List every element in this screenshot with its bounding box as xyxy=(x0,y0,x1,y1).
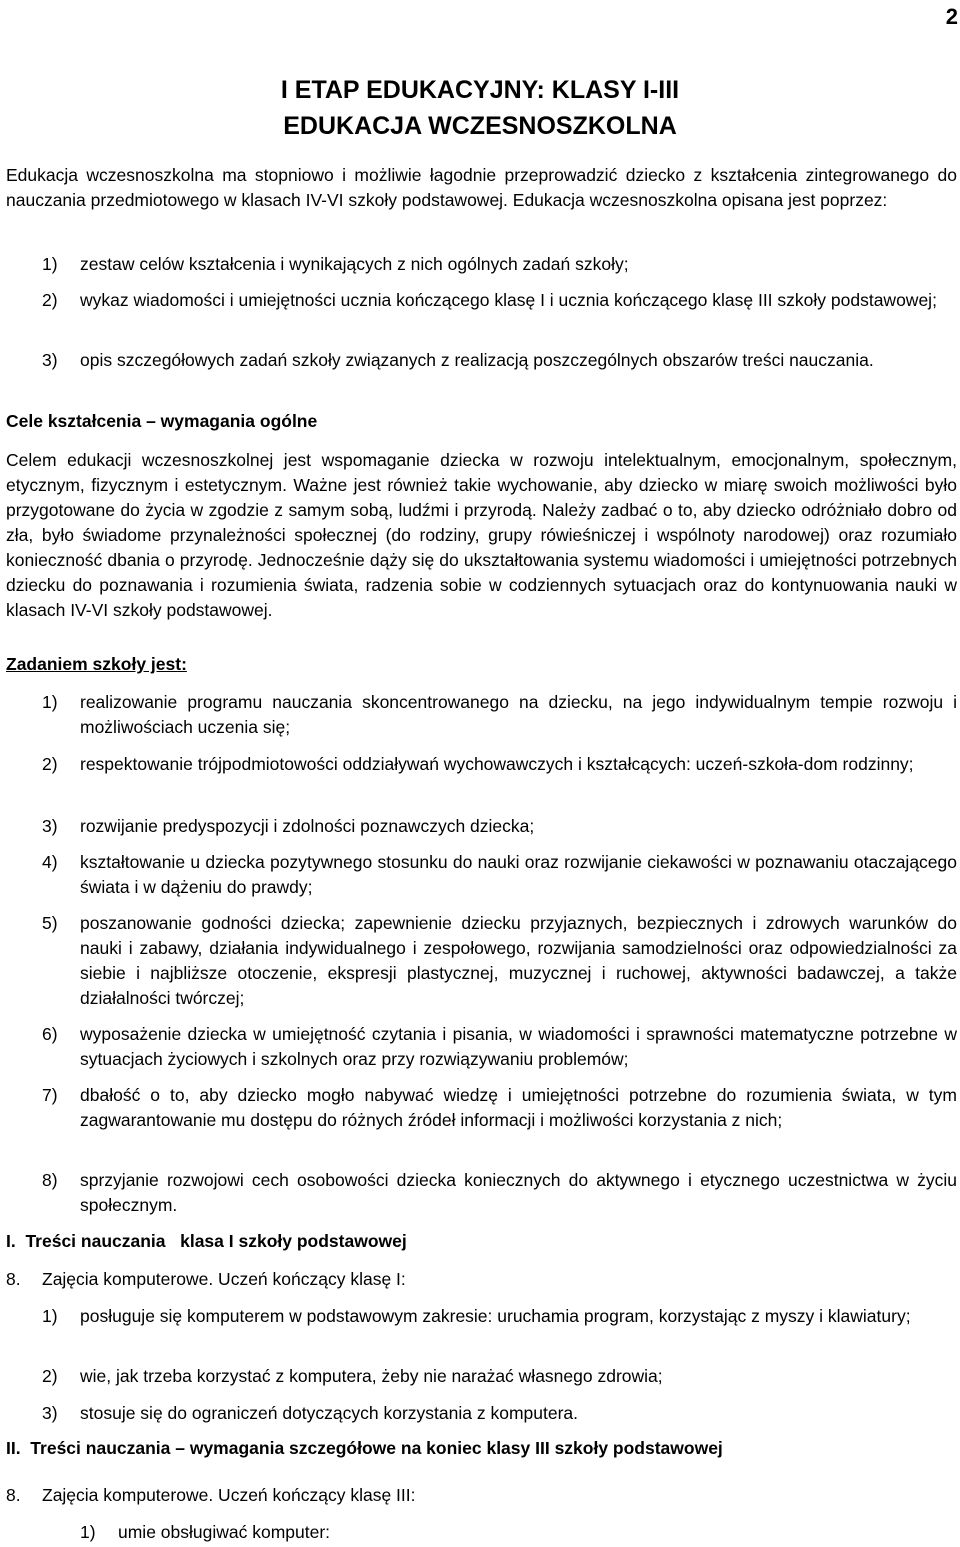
item-text: dbałość o to, aby dziecko mogło nabywać wiedzę i umiejętności potrzebne do rozumienia świata, w tym zagwarantowanie mu dostępu do różnych źródeł informacji i możliwości korzystania z nich; xyxy=(80,1085,957,1130)
item-number: 1) xyxy=(42,692,58,712)
item-text: posługuje się komputerem w podstawowym zakresie: uruchamia program, korzystając z myszy i klawiatury; xyxy=(80,1306,911,1326)
subheading-number: 8. xyxy=(6,1485,21,1505)
page-number: 2 xyxy=(945,4,958,29)
title-line-2: EDUKACJA WCZESNOSZKOLNA xyxy=(283,112,677,140)
title-line-1: I ETAP EDUKACYJNY: KLASY I-III xyxy=(280,76,680,104)
item-text: stosuje się do ograniczeń dotyczących korzystania z komputera. xyxy=(80,1403,579,1423)
item-number: 1) xyxy=(80,1522,96,1542)
section2-heading: II. Treści nauczania – wymagania szczegółowe na koniec klasy III szkoły podstawowej xyxy=(6,1438,723,1458)
subheading-text: Zajęcia komputerowe. Uczeń kończący klasę I: xyxy=(42,1269,406,1289)
item-number: 7) xyxy=(42,1085,58,1105)
item-text: kształtowanie u dziecka pozytywnego stosunku do nauki oraz rozwijanie ciekawości w poznawaniu otaczającego świata i w dążeniu do prawdy; xyxy=(80,852,957,897)
item-number: 3) xyxy=(42,1403,58,1423)
section1-heading: I. Treści nauczania klasa I szkoły podstawowej xyxy=(6,1231,407,1251)
intro-paragraph: Edukacja wczesnoszkolna ma stopniowo i możliwie łagodnie przeprowadzić dziecko z kształcenia zintegrowanego do nauczania przedmiotowego w klasach IV-VI szkoły podstawowej. Edukacja wczesnoszkolna opisana jest poprzez: xyxy=(6,165,957,210)
item-text: rozwijanie predyspozycji i zdolności poznawczych dziecka; xyxy=(80,816,535,836)
item-number: 4) xyxy=(42,852,58,872)
item-number: 3) xyxy=(42,350,58,370)
item-number: 8) xyxy=(42,1170,58,1190)
item-number: 1) xyxy=(42,254,58,274)
subheading-number: 8. xyxy=(6,1269,21,1289)
zadanie-heading: Zadaniem szkoły jest: xyxy=(6,654,187,674)
item-text: sprzyjanie rozwojowi cech osobowości dziecka koniecznych do aktywnego i etycznego uczestnictwa w życiu społecznym. xyxy=(80,1170,957,1215)
item-number: 2) xyxy=(42,290,58,310)
item-text: poszanowanie godności dziecka; zapewnienie dziecku przyjaznych, bezpiecznych i zdrowych warunków do nauki i zabawy, działania indywidualnego i zespołowego, rozwijania samodzielności oraz odpowiedzialności za siebie i najbliższe otoczenie, ekspresji plastycznej, muzycznej i ruchowej, aktywności badawczej, a także działalności twórczej; xyxy=(80,913,957,1008)
item-number: 2) xyxy=(42,754,58,774)
item-text: wyposażenie dziecka w umiejętność czytania i pisania, w wiadomości i sprawności matematyczne potrzebne w sytuacjach życiowych i szkolnych oraz przy rozwiązywaniu problemów; xyxy=(80,1024,957,1069)
item-number: 3) xyxy=(42,816,58,836)
subheading-text: Zajęcia komputerowe. Uczeń kończący klasę III: xyxy=(42,1485,416,1505)
item-text: zestaw celów kształcenia i wynikających z nich ogólnych zadań szkoły; xyxy=(80,254,629,274)
item-text: wie, jak trzeba korzystać z komputera, żeby nie narażać własnego zdrowia; xyxy=(80,1366,663,1386)
cele-heading: Cele kształcenia – wymagania ogólne xyxy=(6,411,318,431)
item-text: umie obsługiwać komputer: xyxy=(118,1522,331,1542)
item-number: 6) xyxy=(42,1024,58,1044)
item-number: 1) xyxy=(42,1306,58,1326)
cele-paragraph: Celem edukacji wczesnoszkolnej jest wspomaganie dziecka w rozwoju intelektualnym, emocjonalnym, społecznym, etycznym, fizycznym i estetycznym. Ważne jest również takie wychowanie, aby dziecko w miarę swoich możliwości było przygotowane do życia w zgodzie z samym sobą, ludźmi i przyrodą. Należy zadbać o to, aby dziecko odróżniało dobro od zła, było świadome przynależności społecznej (do rodziny, grupy rówieśniczej i wspólnoty narodowej) oraz rozumiało konieczność dbania o przyrodę. Jednocześnie dąży się do ukształtowania systemu wiadomości i umiejętności potrzebnych dziecku do poznawania i rozumienia świata, radzenia sobie w codziennych sytuacjach oraz do kontynuowania nauki w klasach IV-VI szkoły podstawowej. xyxy=(6,450,957,620)
item-number: 5) xyxy=(42,913,58,933)
item-number: 2) xyxy=(42,1366,58,1386)
item-text: wykaz wiadomości i umiejętności ucznia kończącego klasę I i ucznia kończącego klasę III szkoły podstawowej; xyxy=(80,290,937,310)
item-text: opis szczegółowych zadań szkoły związanych z realizacją poszczególnych obszarów treści nauczania. xyxy=(80,350,874,370)
item-text: respektowanie trójpodmiotowości oddziaływań wychowawczych i kształcących: uczeń-szkoła-dom rodzinny; xyxy=(80,754,914,774)
item-text: realizowanie programu nauczania skoncentrowanego na dziecku, na jego indywidualnym tempie rozwoju i możliwościach uczenia się; xyxy=(80,692,957,737)
